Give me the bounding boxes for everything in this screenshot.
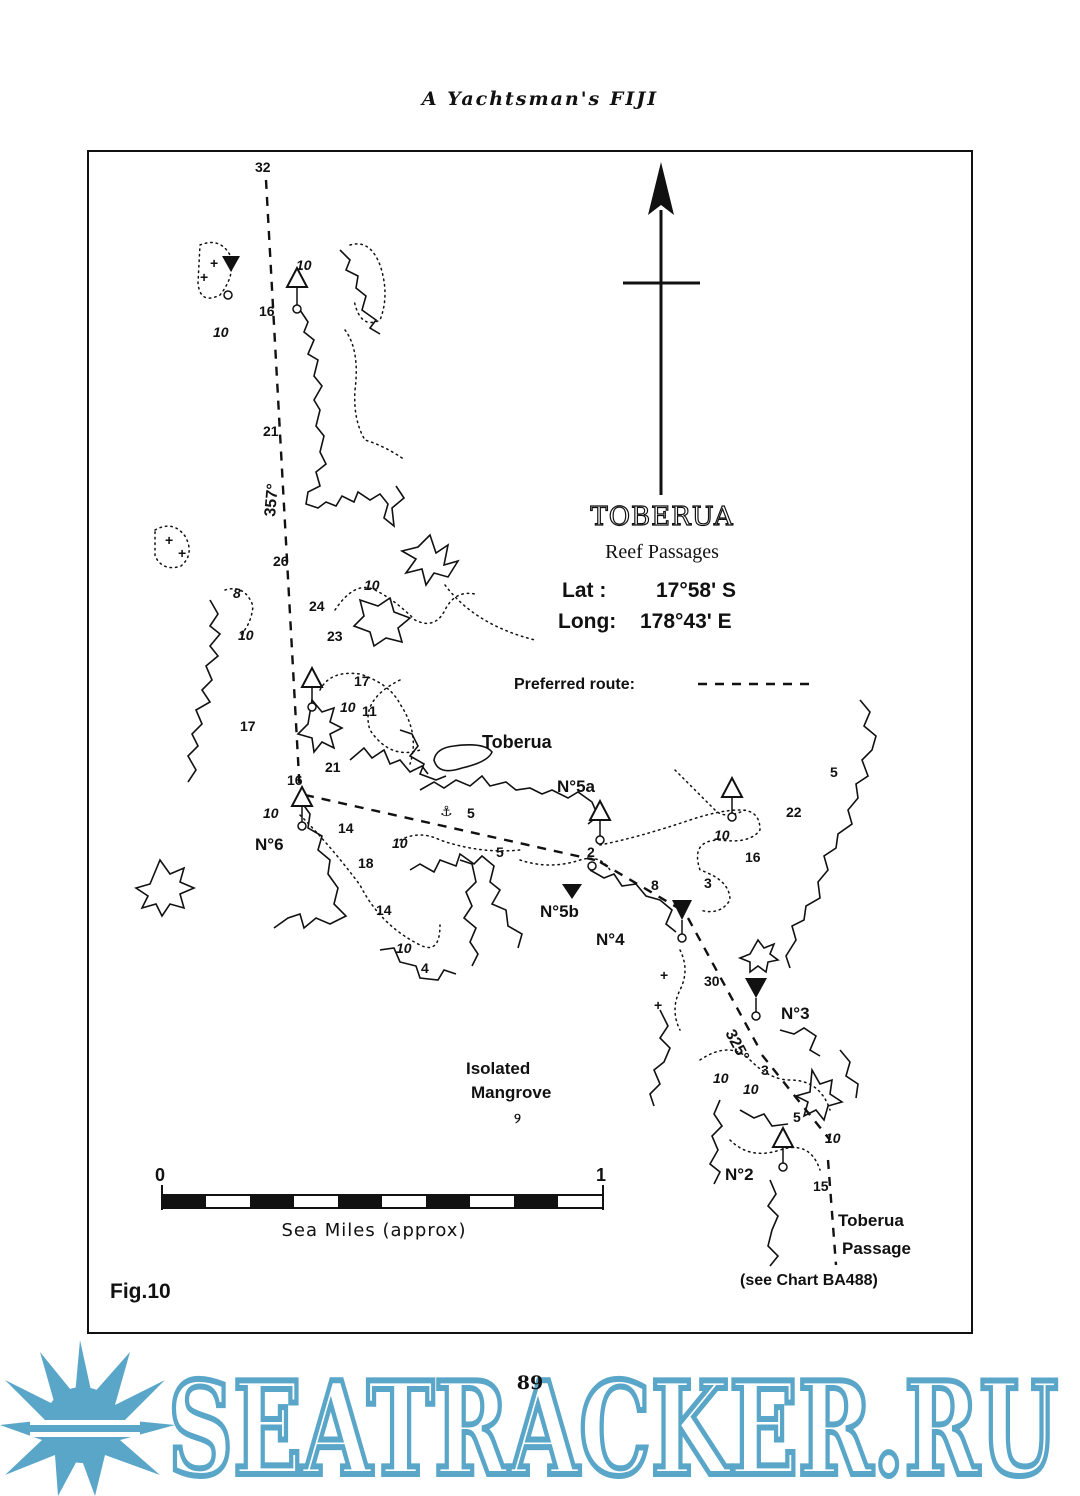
sounding: 5 xyxy=(830,764,838,780)
svg-text:+: + xyxy=(210,255,219,271)
svg-text:+: + xyxy=(660,967,669,983)
sounding: 22 xyxy=(786,804,802,820)
isolated-mangrove-label-1: Isolated xyxy=(466,1059,531,1078)
running-header: A Yachtsman's FIJI xyxy=(421,88,659,110)
sounding: 16 xyxy=(745,849,761,865)
scale-caption: Sea Miles (approx) xyxy=(281,1220,467,1241)
contour-label: 8 xyxy=(233,585,241,601)
sounding: 21 xyxy=(325,759,341,775)
isolated-mangrove-label-2: Mangrove xyxy=(471,1083,552,1102)
contour-label: 10 xyxy=(296,257,312,273)
sounding: 2 xyxy=(587,844,595,860)
beacon-n2-label: N°2 xyxy=(725,1165,754,1184)
contour-label: 10 xyxy=(364,577,380,593)
sounding: 5 xyxy=(467,805,475,821)
beacon-n3-label: N°3 xyxy=(781,1004,810,1023)
sounding: 5 xyxy=(793,1109,801,1125)
beacon-n5b-label: N°5b xyxy=(540,902,579,921)
anchor-icon xyxy=(440,803,453,819)
mangrove-icon xyxy=(514,1110,521,1126)
svg-text:+: + xyxy=(200,269,209,285)
sounding: 26 xyxy=(273,553,289,569)
long-label: Long: xyxy=(558,610,617,633)
sounding: 15 xyxy=(813,1178,829,1194)
contour-label: 10 xyxy=(392,835,408,851)
svg-text:+: + xyxy=(165,532,174,548)
svg-text:+: + xyxy=(654,997,663,1013)
scale-end: 1 xyxy=(596,1165,607,1185)
chart-subtitle: Reef Passages xyxy=(605,541,719,563)
sounding: 3 xyxy=(704,875,712,891)
contour-label: 10 xyxy=(238,627,254,643)
sounding: 17 xyxy=(240,718,256,734)
sounding: 23 xyxy=(327,628,343,644)
svg-text:⚓: ⚓ xyxy=(440,803,453,819)
sounding: 17 xyxy=(354,673,370,689)
scale-start: 0 xyxy=(155,1165,166,1185)
watermark-sun-icon xyxy=(0,1340,175,1496)
beacon-n4-label: N°4 xyxy=(596,930,625,949)
contour-label: 10 xyxy=(825,1130,841,1146)
bearing-south-leg: 325° xyxy=(721,1026,753,1065)
sounding: 5 xyxy=(496,844,504,860)
sounding: 14 xyxy=(338,820,354,836)
contour-label: 10 xyxy=(213,324,229,340)
beacon-n6-label: N°6 xyxy=(255,835,284,854)
sounding: 16 xyxy=(287,772,303,788)
sounding: 18 xyxy=(358,855,374,871)
toberua-passage-label-2: Passage xyxy=(842,1239,911,1258)
toberua-island-label: Toberua xyxy=(482,732,552,752)
chart-title: TOBERUA xyxy=(590,502,734,532)
sounding: 32 xyxy=(255,159,271,175)
sounding: 3 xyxy=(761,1062,769,1078)
sounding: 14 xyxy=(376,902,392,918)
figure-label: Fig.10 xyxy=(110,1280,171,1303)
long-value: 178°43' E xyxy=(640,610,732,633)
bearing-north-leg: 357° xyxy=(262,482,282,518)
contour-label: 10 xyxy=(713,1070,729,1086)
sounding: 8 xyxy=(651,877,659,893)
sounding: 21 xyxy=(263,423,279,439)
contour-label: 10 xyxy=(714,827,730,843)
watermark-text: SEATRACKER.RU xyxy=(168,1356,1058,1486)
chart-reference-label: (see Chart BA488) xyxy=(740,1272,878,1289)
sounding: 24 xyxy=(309,598,325,614)
sounding: 16 xyxy=(259,303,275,319)
svg-text:୨: ୨ xyxy=(514,1110,521,1126)
lat-label: Lat : xyxy=(562,579,607,602)
svg-text:+: + xyxy=(178,545,187,561)
contour-label: 10 xyxy=(263,805,279,821)
sounding: 30 xyxy=(704,973,720,989)
page-number: 89 xyxy=(516,1372,544,1394)
lat-value: 17°58' S xyxy=(656,579,736,602)
sounding: 4 xyxy=(421,960,429,976)
contour-label: 10 xyxy=(340,699,356,715)
legend-route-label: Preferred route: xyxy=(514,676,635,693)
toberua-passage-label-1: Toberua xyxy=(838,1211,904,1230)
contour-label: 10 xyxy=(396,940,412,956)
contour-label: 10 xyxy=(743,1081,759,1097)
sounding: 11 xyxy=(362,703,377,719)
beacon-n5a-label: N°5a xyxy=(557,777,595,796)
